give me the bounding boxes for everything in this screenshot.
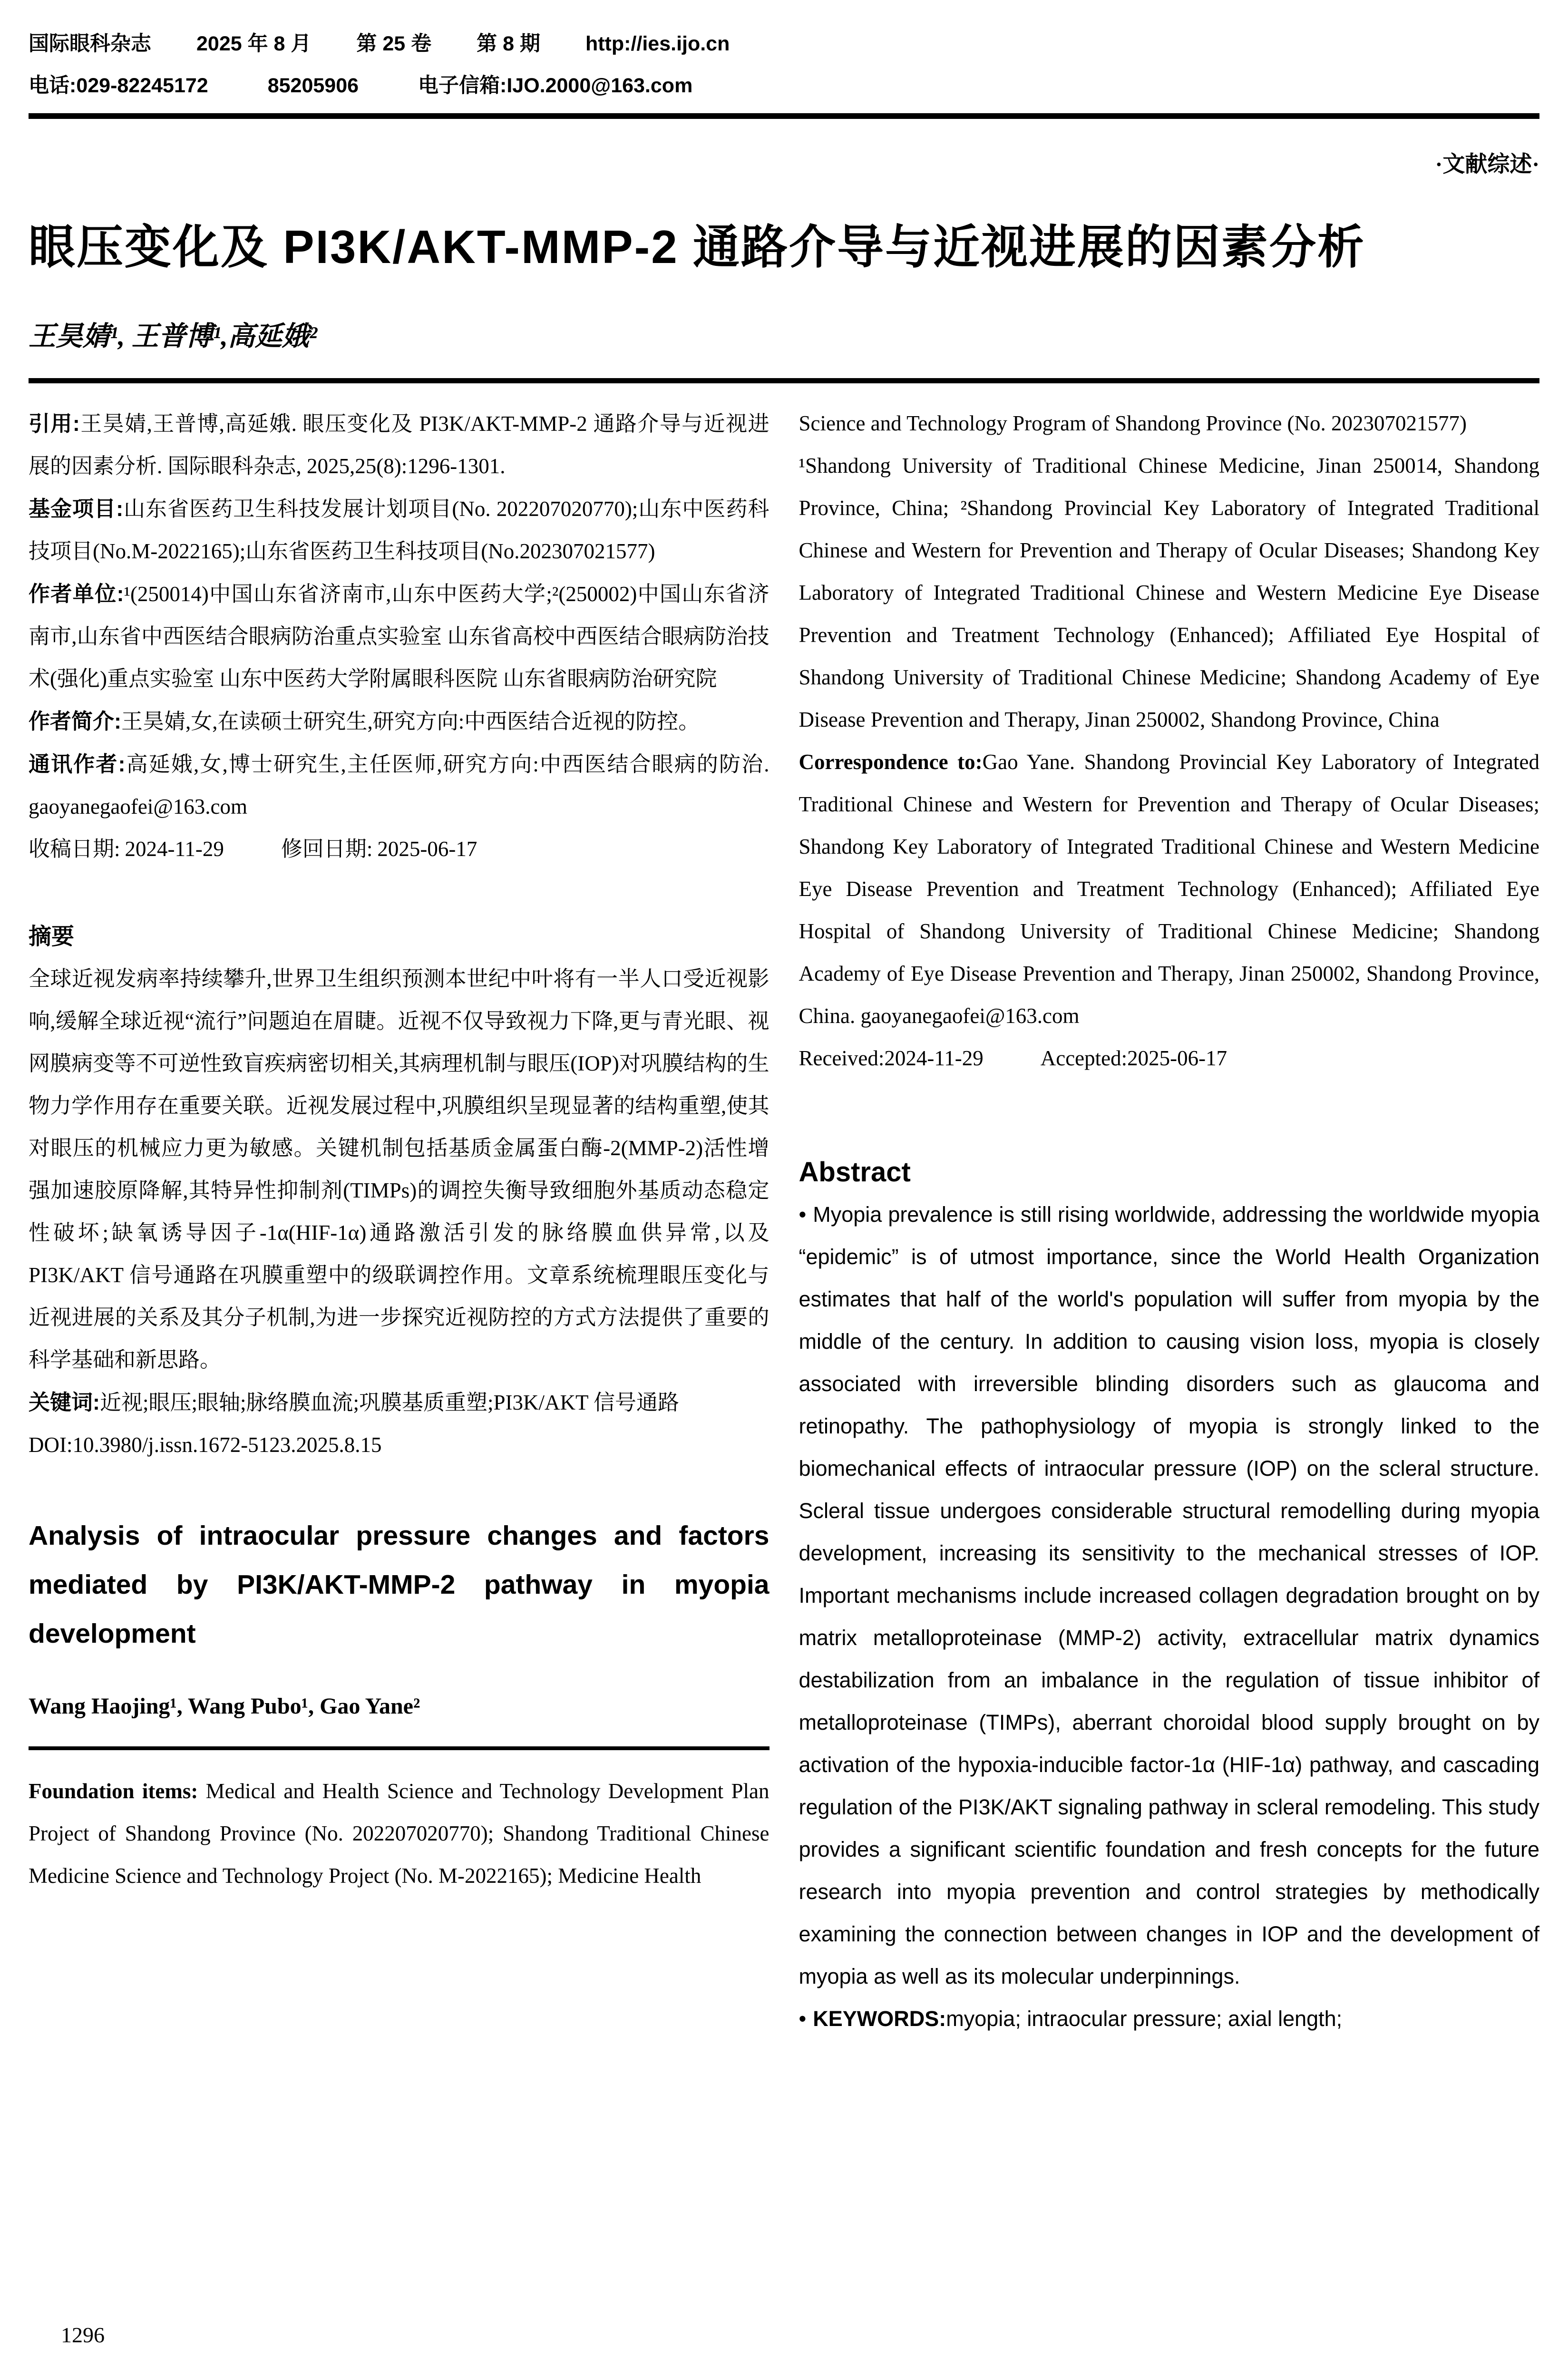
page-header [29,23,1539,107]
article-title-cn: 眼压变化及 PI3K/AKT-MMP-2 通路介导与近视进展的因素分析 [29,221,1365,273]
abstract-cn-text: 全球近视发病率持续攀升,世界卫生组织预测本世纪中叶将有一半人口受近视影响,缓解全球近视“流行”问题迫在眉睫。近视不仅导致视力下降,更与青光眼、视网膜病变等不可逆性致盲疾病密切相关,其病理机制与眼压(IOP)对巩膜结构的生物力学作用存在重要关联。近视发展过程中,巩膜组织呈现显著的结构重塑,使其对眼压的机械应力更为敏感。关键机制包括基质金属蛋白酶-2(MMP-2)活性增强加速胶原降解,其特异性抑制剂(TIMPs)的调控失衡导致细胞外基质动态稳定性破坏;缺氧诱导因子-1α(HIF-1α)通路激活引发的脉络膜血供异常,以及 PI3K/AKT 信号通路在巩膜重塑中的级联调控作用。文章系统梳理眼压变化与近视进展的关系及其分子机制,为进一步探究近视防控的方式方法提供了重要的科学基础和新思路。 [29,967,769,1372]
accepted-en-label: Accepted: [1040,1046,1128,1070]
dates-en-line [799,1037,1540,1080]
abstract-en-heading: Abstract [799,1157,911,1188]
dates-cn-line [29,828,769,870]
revised-cn-label: 修回日期: [281,837,373,861]
foundation-en-paragraph [29,1770,769,1897]
received-en-date: 2024-11-29 [884,1046,984,1070]
article-type-badge: ·文献综述· [1435,152,1539,177]
foundation-cn-paragraph [29,487,769,573]
keywords-en-paragraph [799,1997,1540,2040]
correspondence-cn-text: 高延娥,女,博士研究生,主任医师,研究方向:中西医结合眼病的防治. gaoyanegaofei@163.com [29,752,769,818]
journal-volume: 第 25 卷 [356,32,432,55]
bullet-icon: • [799,1202,807,1227]
journal-url: http://ies.ijo.cn [585,32,730,55]
received-en-label: Received: [799,1046,885,1070]
foundation-en-continued: Science and Technology Program of Shandong Province (No. 202307021577) [799,411,1467,435]
journal-issue: 第 8 期 [477,32,540,55]
header-rule [29,113,1539,119]
foundation-en-text: Medical and Health Science and Technology Development Plan Project of Shandong Province (No. 202207020770); Shandong Traditional Chinese Medicine Science and Technology Project (No. M-2022165); Medicine Health [29,1779,769,1888]
correspondence-en-text: Gao Yane. Shandong Provincial Key Laboratory of Integrated Traditional Chinese and Western for Prevention and Therapy of Ocular Diseases; Shandong Key Laboratory of Integrated Traditional Chinese and Western Medicine Eye Disease Prevention and Treatment Technology (Enhanced); Affiliated Eye Hospital of Shandong University of Traditional Chinese Medicine; Shandong Academy of Eye Disease Prevention and Therapy, Jinan 250002, Shandong Province, China. gaoyanegaofei@163.com [799,750,1539,1028]
author-bio-label: 作者简介: [29,709,121,733]
keywords-en-label: KEYWORDS: [813,2007,946,2031]
author-bio-paragraph [29,700,769,743]
journal-name: 国际眼科杂志 [29,32,151,55]
abstract-cn-heading: 摘要 [29,924,75,949]
keywords-en-text: myopia; intraocular pressure; axial length; [946,2007,1343,2031]
keywords-cn-paragraph [29,1381,769,1424]
received-cn-label: 收稿日期: [29,837,120,861]
correspondence-cn-paragraph [29,743,769,828]
article-title-en: Analysis of intraocular pressure changes and factors mediated by PI3K/AKT-MMP-2 pathway in myopia development [29,1520,769,1649]
citation-text: 王昊婧,王普博,高延娥. 眼压变化及 PI3K/AKT-MMP-2 通路介导与近视进展的因素分析. 国际眼科杂志, 2025,25(8):1296-1301. [29,412,769,478]
abstract-en-text: Myopia prevalence is still rising worldwide, addressing the worldwide myopia “epidemic” is of utmost importance, since the World Health Organization estimates that half of the world's population will suffer from myopia by the middle of the century. In addition to causing vision loss, myopia is closely associated with irreversible blinding disorders such as glaucoma and retinopathy. The pathophysiology of myopia is strongly linked to the biomechanical effects of intraocular pressure (IOP) on the scleral structure. Scleral tissue undergoes considerable structural remodelling during myopia development, increasing its sensitivity to the mechanical stresses of IOP. Important mechanisms include increased collagen degradation brought on by matrix metalloproteinase (MMP-2) activity, extracellular matrix dynamics destabilization from an imbalance in the regulation of tissue inhibitor of metalloproteinase (TIMPs), aberrant choroidal blood supply brought on by activation of the hypoxia-inducible factor-1α (HIF-1α) pathway, and cascading regulation of the PI3K/AKT signaling pathway in scleral remodeling. This study provides a significant scientific foundation and fresh concepts for the future research into myopia prevention and control strategies by methodically examining the connection between changes in IOP and the development of myopia as well as its molecular underpinnings. [799,1202,1539,1988]
received-cn-date: 2024-11-29 [125,837,224,861]
affiliation-cn-label: 作者单位: [29,582,124,606]
authors-en: Wang Haojing¹, Wang Pubo¹, Gao Yane² [29,1694,420,1719]
journal-phone2: 85205906 [267,74,359,97]
footnote-rule [29,1746,769,1750]
bullet-icon: • [799,2007,807,2031]
header-journal-line [29,23,1539,65]
keywords-cn-label: 关键词: [29,1390,100,1414]
left-column [29,402,769,1897]
right-column [799,402,1540,2040]
two-column-body [29,402,1539,2040]
correspondence-cn-label: 通讯作者: [29,752,126,776]
affiliation-cn-text: ¹(250014)中国山东省济南市,山东中医药大学;²(250002)中国山东省济南市,山东省中西医结合眼病防治重点实验室 山东省高校中西医结合眼病防治技术(强化)重点实验室 山东中医药大学附属眼科医院 山东省眼病防治研究院 [29,582,769,691]
page-number: 1296 [61,2323,105,2347]
foundation-cn-label: 基金项目: [29,497,124,521]
foundation-cn-text: 山东省医药卫生科技发展计划项目(No. 202207020770);山东中医药科技项目(No.M-2022165);山东省医药卫生科技项目(No.202307021577) [29,497,769,563]
correspondence-en-label: Correspondence to: [799,750,983,774]
affiliation-cn-paragraph [29,573,769,700]
journal-phone: 电话:029-82245172 [29,74,208,97]
revised-cn-date: 2025-06-17 [377,837,477,861]
affiliation-en-paragraph: ¹Shandong University of Traditional Chinese Medicine, Jinan 250014, Shandong Province, China; ²Shandong Provincial Key Laboratory of Integrated Traditional Chinese and Western for Prevention and Therapy of Ocular Diseases; Shandong Key Laboratory of Integrated Traditional Chinese and Western Medicine Eye Disease Prevention and Treatment Technology (Enhanced); Affiliated Eye Hospital of Shandong University of Traditional Chinese Medicine; Shandong Academy of Eye Disease Prevention and Therapy, Jinan 250002, Shandong Province, China [799,454,1539,731]
accepted-en-date: 2025-06-17 [1127,1046,1227,1070]
citation-paragraph [29,402,769,487]
journal-email: 电子信箱:IJO.2000@163.com [418,74,693,97]
journal-date: 2025 年 8 月 [196,32,312,55]
citation-label: 引用: [29,411,80,436]
header-contact-line [29,65,1539,107]
correspondence-en-paragraph [799,741,1540,1037]
author-bio-text: 王昊婧,女,在读硕士研究生,研究方向:中西医结合近视的防控。 [121,710,700,733]
doi-line: DOI:10.3980/j.issn.1672-5123.2025.8.15 [29,1433,382,1457]
authors-cn: 王昊婧¹, 王普博¹,高延娥² [29,321,318,351]
abstract-en-paragraph [799,1193,1540,1997]
foundation-en-label: Foundation items: [29,1779,198,1803]
title-divider-rule [29,378,1539,383]
keywords-cn-text: 近视;眼压;眼轴;脉络膜血流;巩膜基质重塑;PI3K/AKT 信号通路 [100,1391,679,1414]
